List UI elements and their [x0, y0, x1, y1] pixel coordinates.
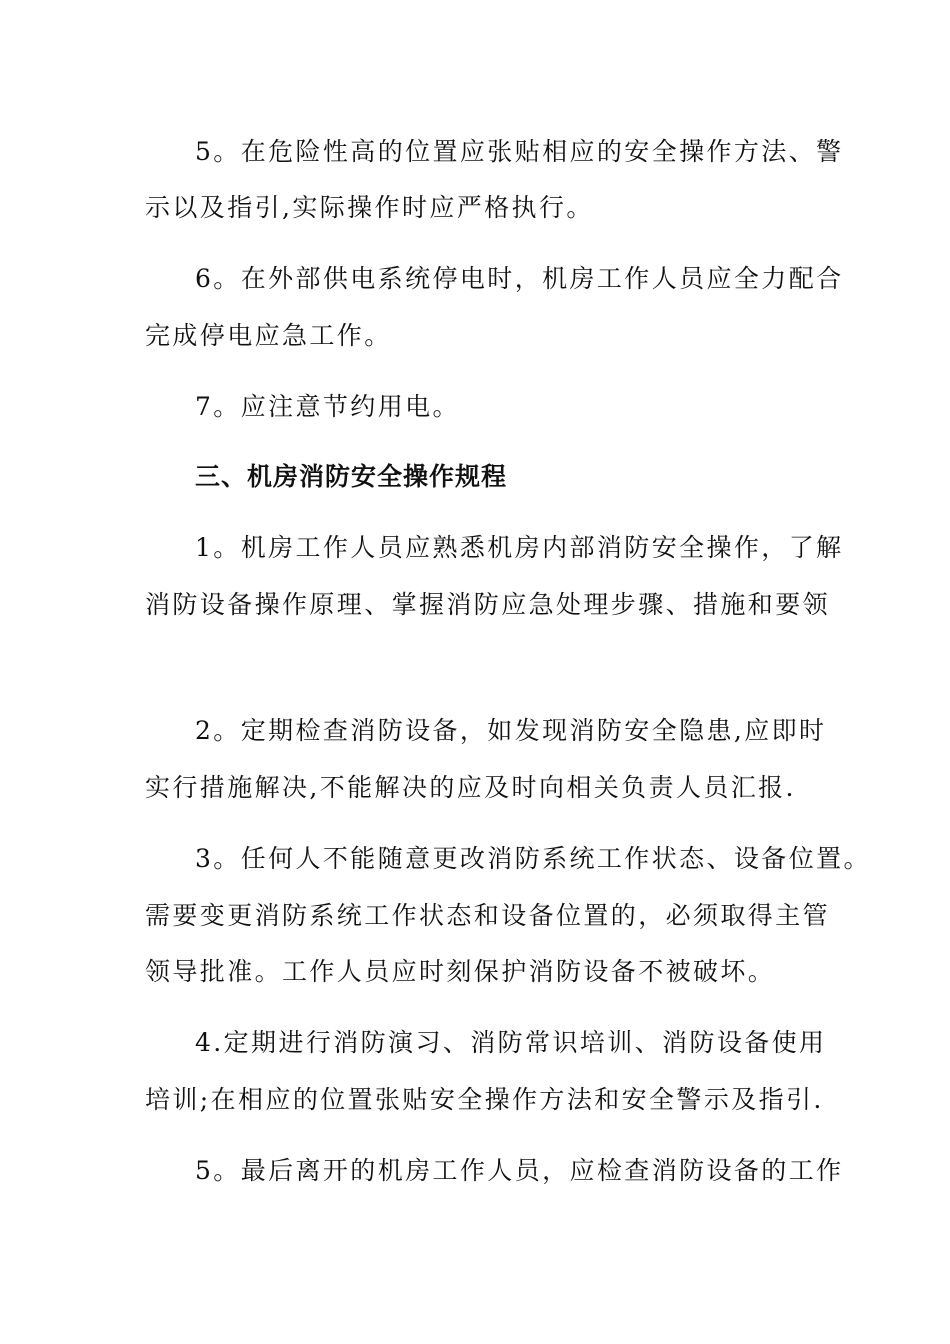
- fire-item-2-line-1: 2。定期检查消防设备，如发现消防安全隐患,应即时: [195, 716, 827, 745]
- paragraph-6-line-2: 完成停电应急工作。: [145, 321, 392, 350]
- fire-item-3-line-2: 需要变更消防系统工作状态和设备位置的，必须取得主管: [145, 901, 831, 930]
- fire-item-1-line-1: 1。机房工作人员应熟悉机房内部消防安全操作，了解: [195, 533, 844, 562]
- fire-item-3-line-3: 领导批准。工作人员应时刻保护消防设备不被破坏。: [145, 957, 776, 986]
- paragraph-5-line-2: 示以及指引,实际操作时应严格执行。: [145, 193, 594, 222]
- paragraph-7-line-1: 7。应注意节约用电。: [195, 392, 460, 421]
- paragraph-5-line-1: 5。在危险性高的位置应张贴相应的安全操作方法、警: [195, 137, 844, 166]
- fire-item-4-line-2: 培训;在相应的位置张贴安全操作方法和安全警示及指引.: [145, 1085, 824, 1114]
- section-heading: 三、机房消防安全操作规程: [195, 462, 508, 491]
- fire-item-1-line-2: 消防设备操作原理、掌握消防应急处理步骤、措施和要领: [145, 590, 831, 619]
- fire-item-3-line-1: 3。任何人不能随意更改消防系统工作状态、设备位置。: [195, 844, 871, 873]
- paragraph-6-line-1: 6。在外部供电系统停电时，机房工作人员应全力配合: [195, 264, 844, 293]
- fire-item-2-line-2: 实行措施解决,不能解决的应及时向相关负责人员汇报.: [145, 773, 796, 802]
- fire-item-4-line-1: 4.定期进行消防演习、消防常识培训、消防设备使用: [195, 1028, 827, 1057]
- fire-item-5-line-1: 5。最后离开的机房工作人员，应检查消防设备的工作: [195, 1156, 844, 1185]
